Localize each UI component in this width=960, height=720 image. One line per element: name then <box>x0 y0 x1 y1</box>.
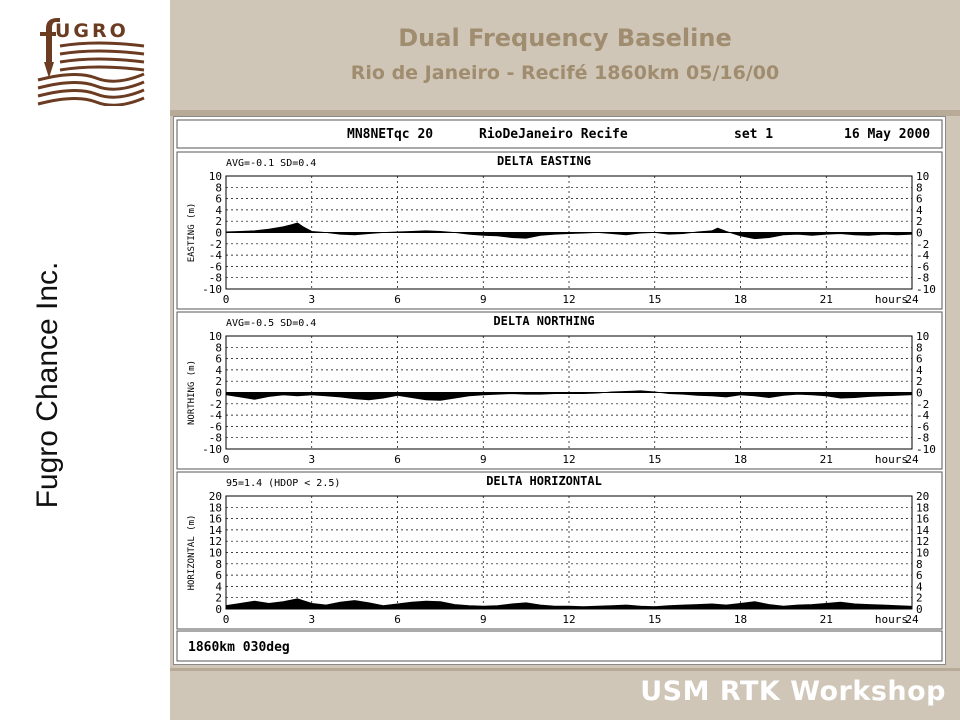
y-tick-label-left: 2 <box>215 591 222 605</box>
x-tick-label: 18 <box>733 613 748 626</box>
y-tick-label-right: -10 <box>916 283 936 296</box>
y-tick-label-left: 0 <box>215 226 222 240</box>
panel-title: DELTA HORIZONTAL <box>486 474 602 488</box>
y-tick-label-left: 10 <box>208 546 222 560</box>
logo-wordmark: UGRO <box>55 20 129 42</box>
x-tick-label: 21 <box>819 293 833 306</box>
y-tick-label-left: -8 <box>208 271 222 285</box>
y-axis-label: EASTING (m) <box>187 202 197 263</box>
y-tick-label-right: -6 <box>916 260 930 274</box>
x-tick-label: 12 <box>562 293 576 306</box>
y-tick-label-right: 10 <box>916 330 930 343</box>
y-tick-label-right: 10 <box>916 170 930 183</box>
y-tick-label-right: -10 <box>916 443 936 456</box>
y-tick-label-right: 20 <box>916 490 930 503</box>
y-tick-label-left: -2 <box>208 397 222 411</box>
y-tick-label-right: 2 <box>916 375 923 389</box>
x-tick-label: 0 <box>222 293 230 306</box>
y-tick-label-left: 12 <box>208 535 222 549</box>
y-tick-label-left: 8 <box>215 341 222 355</box>
x-axis-label: hours <box>874 293 908 306</box>
chart-panel <box>177 152 942 309</box>
y-tick-label-left: -2 <box>208 237 222 251</box>
x-axis-label: hours <box>874 613 908 626</box>
plot-footer-bar <box>177 631 942 661</box>
plot-footer-text: 1860km 030deg <box>188 640 290 655</box>
y-tick-label-left: -6 <box>208 260 222 274</box>
x-tick-label: 24 <box>905 293 919 306</box>
y-tick-label-right: 4 <box>916 580 923 594</box>
x-tick-label: 12 <box>562 613 576 626</box>
y-tick-label-right: 6 <box>916 352 923 366</box>
y-tick-label-right: -2 <box>916 397 930 411</box>
y-tick-label-left: 2 <box>215 375 222 389</box>
panel-title: DELTA EASTING <box>497 154 591 168</box>
y-tick-label-right: -6 <box>916 420 930 434</box>
y-tick-label-left: 16 <box>208 512 222 526</box>
y-tick-label-right: 0 <box>916 386 923 400</box>
y-tick-label-right: 8 <box>916 181 923 195</box>
y-tick-label-right: 12 <box>916 535 930 549</box>
y-tick-label-right: 2 <box>916 591 923 605</box>
y-tick-label-left: 4 <box>215 580 222 594</box>
sidebar <box>0 0 170 720</box>
y-tick-label-left: 14 <box>208 523 222 537</box>
y-tick-label-left: -10 <box>202 443 222 456</box>
x-tick-label: 9 <box>479 293 487 306</box>
x-tick-label: 6 <box>394 613 401 626</box>
chart-panel <box>177 472 942 629</box>
y-tick-label-right: 2 <box>916 215 923 229</box>
panel-title: DELTA NORTHING <box>493 314 595 328</box>
x-tick-label: 9 <box>479 453 487 466</box>
y-axis-label: HORIZONTAL (m) <box>187 514 197 591</box>
x-tick-label: 3 <box>308 613 316 626</box>
y-tick-label-right: 4 <box>916 203 923 217</box>
x-tick-label: 6 <box>394 293 401 306</box>
chart-panel <box>177 312 942 469</box>
company-name: Fugro Chance Inc. <box>31 261 64 509</box>
x-tick-label: 0 <box>222 613 230 626</box>
x-tick-label: 15 <box>648 293 662 306</box>
plot-header-set: set 1 <box>734 127 774 142</box>
footer-divider <box>170 668 960 671</box>
x-tick-label: 0 <box>222 453 230 466</box>
y-tick-label-right: 6 <box>916 192 923 206</box>
y-tick-label-right: 4 <box>916 363 923 377</box>
y-tick-label-left: 2 <box>215 215 222 229</box>
x-tick-label: 9 <box>479 613 487 626</box>
y-tick-label-left: 0 <box>215 386 222 400</box>
y-tick-label-right: 18 <box>916 501 930 515</box>
y-tick-label-left: -4 <box>208 249 222 263</box>
y-tick-label-right: -8 <box>916 431 930 445</box>
y-tick-label-left: -8 <box>208 431 222 445</box>
x-tick-label: 24 <box>905 613 919 626</box>
y-tick-label-left: 20 <box>208 490 222 503</box>
x-axis-label: hours <box>874 453 908 466</box>
x-tick-label: 18 <box>733 293 748 306</box>
y-tick-label-left: 4 <box>215 363 222 377</box>
y-tick-label-right: 0 <box>916 226 923 240</box>
plot-header-date: 16 May 2000 <box>844 127 931 142</box>
x-tick-label: 3 <box>308 293 316 306</box>
y-tick-label-left: 8 <box>215 557 222 571</box>
y-tick-label-right: -8 <box>916 271 930 285</box>
slide-header <box>170 0 960 110</box>
y-tick-label-right: 14 <box>916 523 930 537</box>
x-tick-label: 6 <box>394 453 401 466</box>
plot-header-route: RioDeJaneiro Recife <box>479 127 628 142</box>
y-tick-label-right: 16 <box>916 512 930 526</box>
y-tick-label-left: -6 <box>208 420 222 434</box>
y-axis-label: NORTHING (m) <box>187 359 197 426</box>
x-tick-label: 3 <box>308 453 316 466</box>
plot-canvas <box>174 117 945 664</box>
panel-stat: AVG=-0.5 SD=0.4 <box>226 318 317 329</box>
panel-stat: AVG=-0.1 SD=0.4 <box>226 158 317 169</box>
slide-footer: USM RTK Workshop <box>640 676 946 707</box>
y-tick-label-left: 18 <box>208 501 222 515</box>
slide-title: Dual Frequency Baseline <box>398 24 732 52</box>
y-tick-label-left: 8 <box>215 181 222 195</box>
y-tick-label-left: 10 <box>208 170 222 183</box>
y-tick-label-left: -10 <box>202 283 222 296</box>
y-tick-label-left: -4 <box>208 409 222 423</box>
x-tick-label: 24 <box>905 453 919 466</box>
y-tick-label-left: 6 <box>215 569 222 583</box>
y-tick-label-left: 0 <box>215 603 222 616</box>
y-tick-label-left: 6 <box>215 352 222 366</box>
x-tick-label: 12 <box>562 453 576 466</box>
x-tick-label: 21 <box>819 453 833 466</box>
y-tick-label-right: 6 <box>916 569 923 583</box>
y-tick-label-left: 4 <box>215 203 222 217</box>
y-tick-label-right: -4 <box>916 409 930 423</box>
plot-window <box>173 116 946 665</box>
y-tick-label-right: 10 <box>916 546 930 560</box>
panel-stat: 95=1.4 (HDOP < 2.5) <box>226 478 341 489</box>
y-tick-label-right: -2 <box>916 237 930 251</box>
y-tick-label-right: 8 <box>916 557 923 571</box>
y-tick-label-left: 10 <box>208 330 222 343</box>
slide-subtitle: Rio de Janeiro - Recifé 1860km 05/16/00 <box>350 62 780 84</box>
y-tick-label-right: -4 <box>916 249 930 263</box>
y-tick-label-right: 0 <box>916 603 923 616</box>
x-tick-label: 18 <box>733 453 748 466</box>
x-tick-label: 15 <box>648 453 662 466</box>
x-tick-label: 15 <box>648 613 662 626</box>
plot-header-station: MN8NETqc 20 <box>347 127 434 142</box>
x-tick-label: 21 <box>819 613 833 626</box>
y-tick-label-left: 6 <box>215 192 222 206</box>
y-tick-label-right: 8 <box>916 341 923 355</box>
plot-header-bar <box>177 120 942 148</box>
